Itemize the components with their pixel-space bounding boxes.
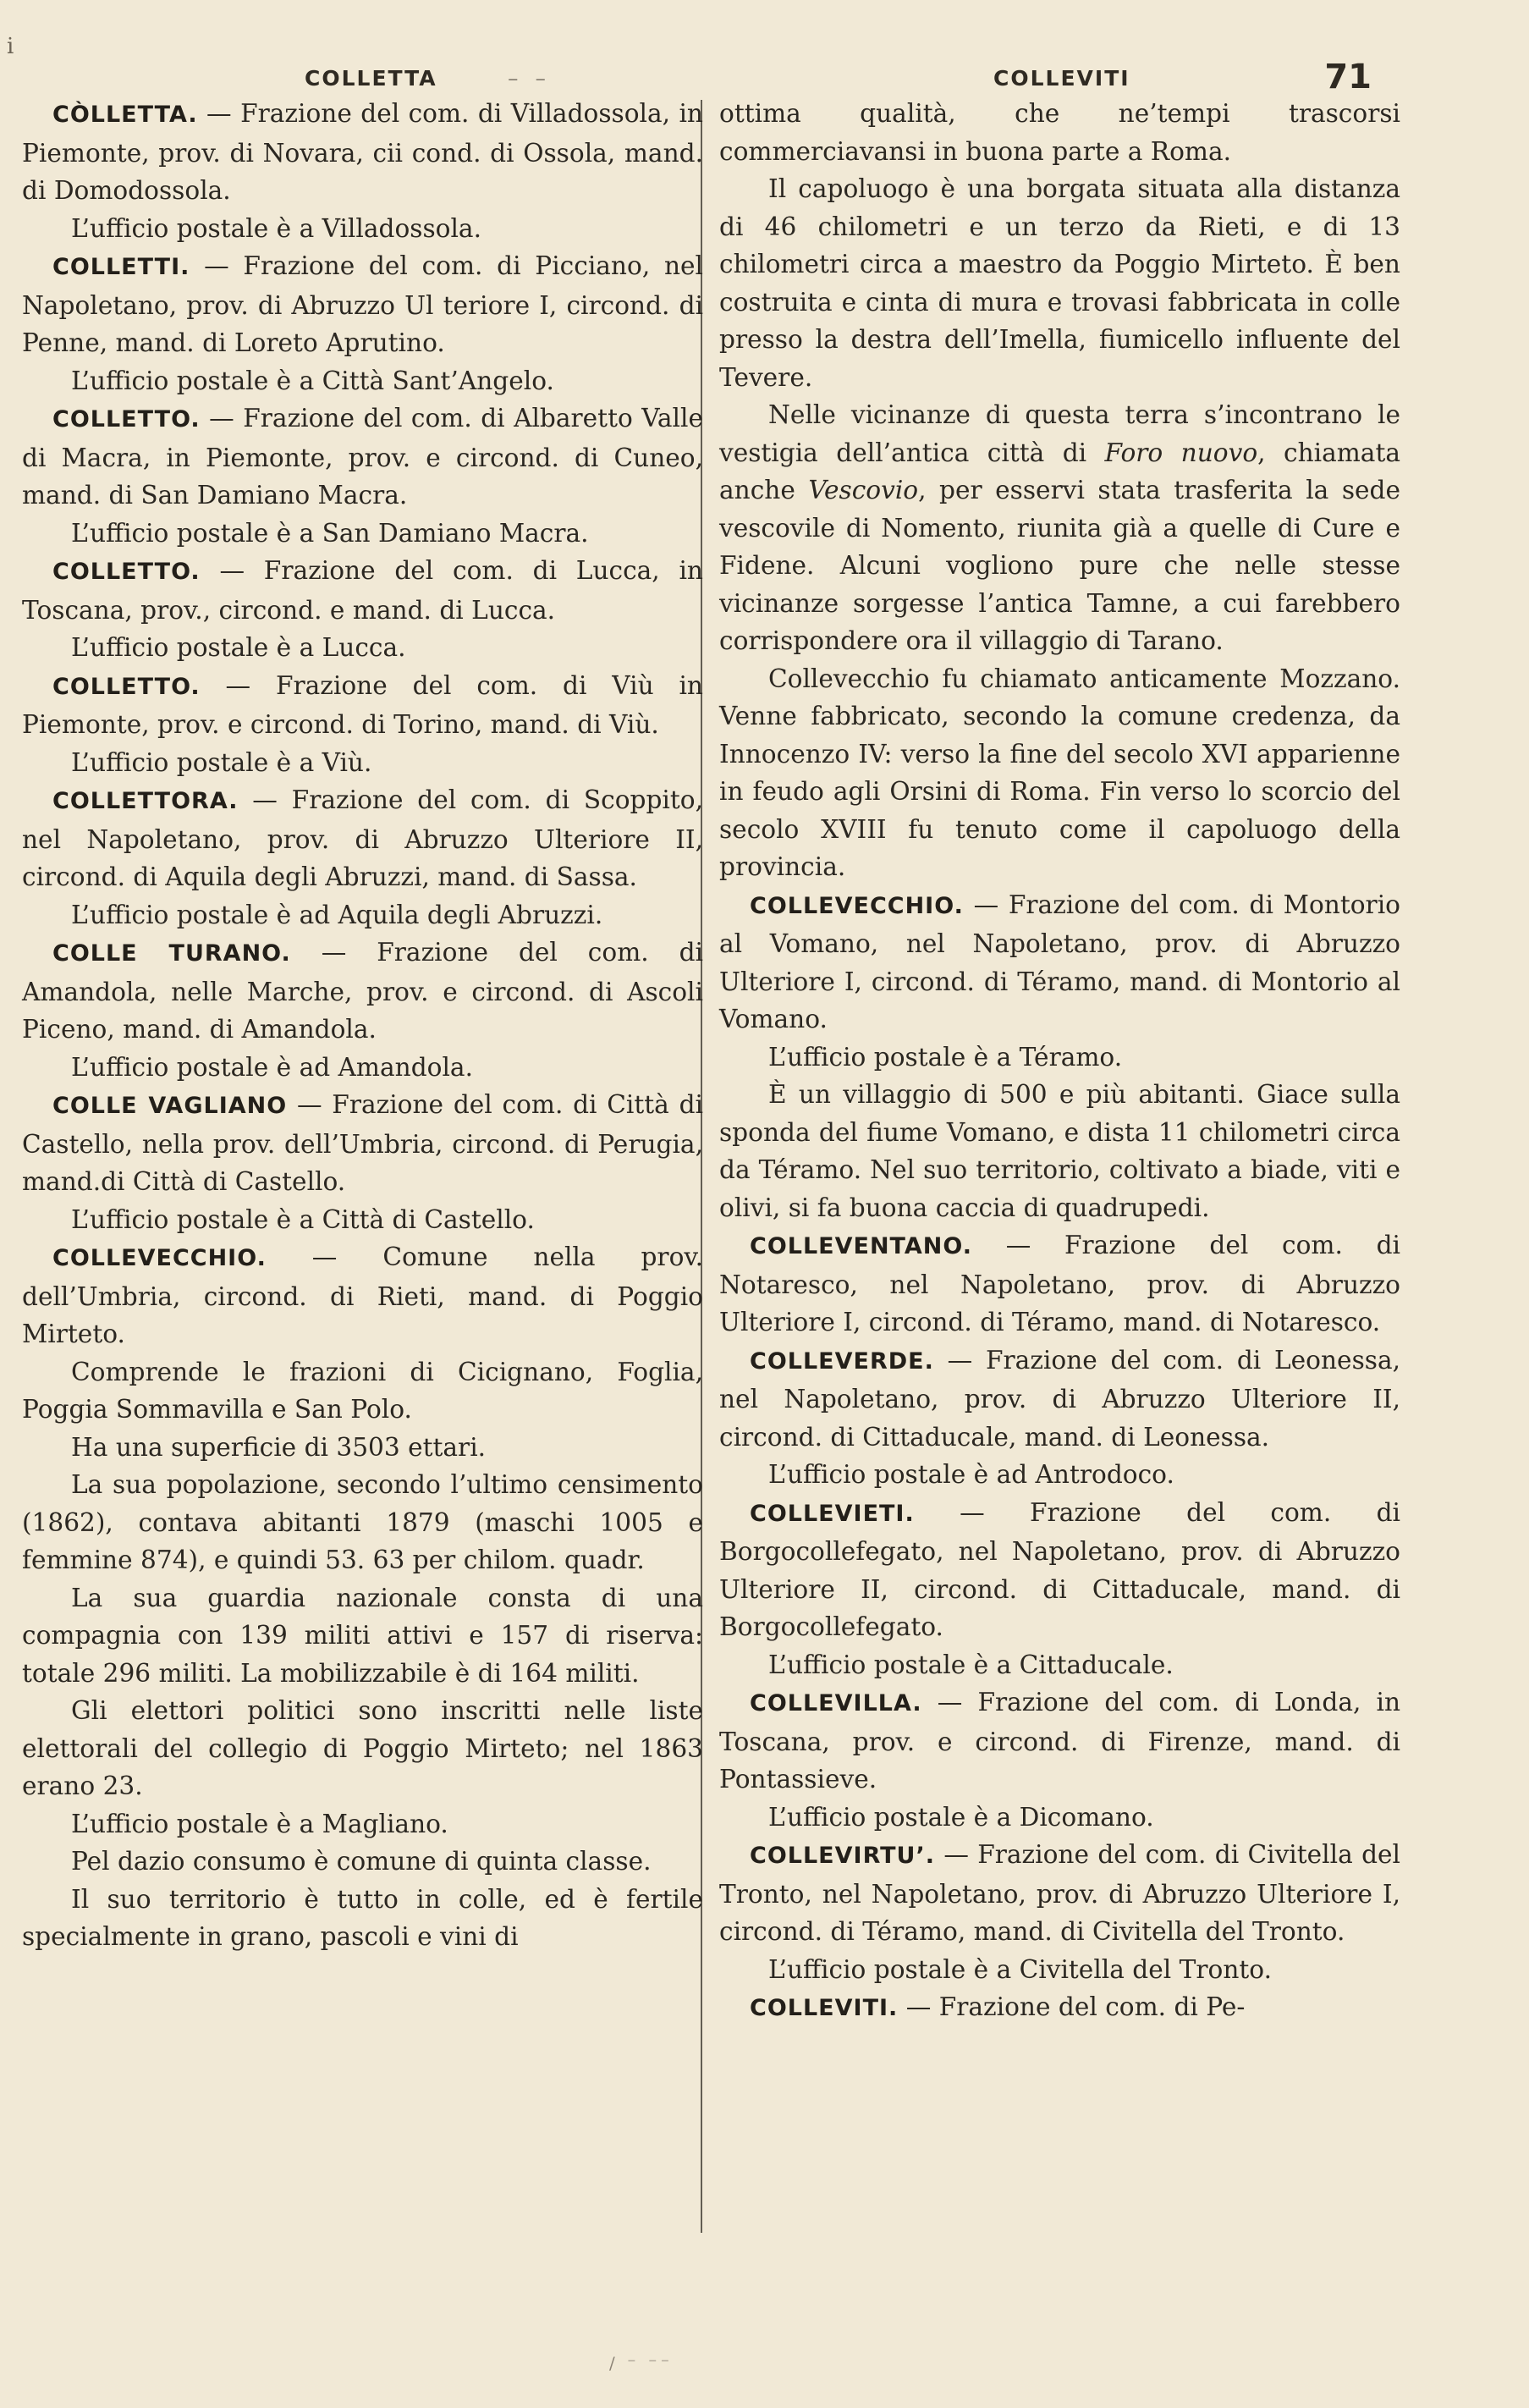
left-column	[22, 95, 703, 1956]
entry-paragraph: L’ufficio postale è a Dicomano.	[768, 1802, 1154, 1832]
entry-paragraph: L’ufficio postale è ad Antrodoco.	[768, 1460, 1174, 1489]
entry-paragraph: La sua guardia nazionale consta di una compagnia con 139 militi attivi e 157 di riserva: totale 296 militi. La mobilizzabile è di 164 militi.	[22, 1583, 703, 1688]
entry-paragraph: L’ufficio postale è a San Damiano Macra.	[71, 518, 589, 548]
entry-collevirtu	[719, 1836, 1400, 1951]
entry-collevecchio-frazione	[719, 886, 1400, 1039]
text-run: , chiamata anche	[719, 438, 1400, 504]
italic-place-name: Vescovio	[808, 476, 919, 504]
entry-headword: COLLETTORA.	[52, 788, 239, 814]
entry-paragraph: Comprende le frazioni di Cicignano, Foglia, Poggia Sommavilla e San Polo.	[22, 1357, 703, 1424]
entry-text: — Comune nella prov. dell’Umbria, circond. di Rieti, mand. di Poggio Mirteto.	[22, 1243, 703, 1348]
entry-colletto-lucca	[22, 552, 703, 629]
italic-place-name: Foro nuovo	[1104, 438, 1258, 467]
entry-text: — Frazione del com. di Villadossola, in Piemonte, prov. di Novara, cii cond. di Ossola, mand. di Domodossola.	[22, 99, 703, 205]
entry-paragraph: L’ufficio postale è ad Aquila degli Abruzzi.	[71, 900, 603, 929]
text-run: Nelle vicinanze di questa terra s’incontrano le vestigia dell’antica città di	[719, 400, 1400, 467]
footer-mark: / ⁻ ⁻⁻	[609, 2353, 674, 2373]
entry-colleviti	[719, 1988, 1400, 2028]
right-column	[719, 95, 1400, 2028]
entry-paragraph: Ha una superficie di 3503 ettari.	[71, 1432, 487, 1462]
entry-text: — Frazione del com. di Picciano, nel Napoletano, prov. di Abruzzo Ul teriore I, circond. di Penne, mand. di Loreto Aprutino.	[22, 251, 703, 357]
entry-headword: COLLEVITI.	[750, 1995, 899, 2021]
entry-headword: COLLEVECCHIO.	[750, 892, 964, 919]
entry-colleverde	[719, 1342, 1400, 1457]
entry-text: — Frazione del com. di Notaresco, nel Napoletano, prov. di Abruzzo Ulteriore I, circond. di Téramo, mand. di Notaresco.	[719, 1231, 1400, 1336]
continued-paragraph: ottima qualità, che ne’tempi trascorsi commerciavansi in buona parte a Roma.	[719, 99, 1400, 166]
entry-colletto-viu	[22, 667, 703, 744]
entry-collevilla	[719, 1683, 1400, 1799]
entry-collevieti	[719, 1494, 1400, 1646]
entry-colle-turano	[22, 934, 703, 1049]
entry-colle-vagliano	[22, 1086, 703, 1201]
entry-paragraph: La sua popolazione, secondo l’ultimo censimento (1862), contava abitanti 1879 (maschi 1005 e femmine 874), e quindi 53. 63 per chilom. quadr.	[22, 1470, 703, 1574]
entry-paragraph: L’ufficio postale è a Città di Castello.	[71, 1204, 535, 1234]
entry-paragraph: L’ufficio postale è a Villadossola.	[71, 213, 481, 243]
entry-paragraph: L’ufficio postale è ad Amandola.	[71, 1052, 473, 1082]
entry-headword: CÒLLETTA.	[52, 102, 198, 128]
entry-paragraph	[719, 396, 1400, 660]
entry-text: — Frazione del com. di Amandola, nelle Marche, prov. e circond. di Ascoli Piceno, mand. di Amandola.	[22, 938, 704, 1044]
entry-paragraph: Gli elettori politici sono inscritti nelle liste elettorali del collegio di Poggio Mirteto; nel 1863 erano 23.	[22, 1696, 703, 1800]
entry-paragraph: L’ufficio postale è a Cittaducale.	[768, 1650, 1174, 1679]
entry-paragraph: L’ufficio postale è a Lucca.	[71, 633, 406, 662]
entry-colleventano	[719, 1226, 1400, 1342]
entry-headword: COLLEVENTANO.	[750, 1233, 972, 1259]
running-head-dash: – –	[508, 66, 551, 91]
entry-paragraph: Il suo territorio è tutto in colle, ed è fertile specialmente in grano, pascoli e vini di	[22, 1884, 703, 1951]
entry-colletti	[22, 247, 703, 362]
entry-paragraph: L’ufficio postale è a Viù.	[71, 747, 372, 777]
entry-text: — Frazione del com. di Città di Castello, nella prov. dell’Umbria, circond. di Perugia, mand.di Città di Castello.	[22, 1090, 703, 1196]
entry-headword: COLLETTO.	[52, 559, 201, 585]
entry-text: — Frazione del com. di Lucca, in Toscana, prov., circond. e mand. di Lucca.	[22, 556, 703, 625]
entry-collettora	[22, 781, 703, 896]
corner-mark: i	[7, 34, 14, 59]
left-running-head: COLLETTA	[305, 66, 437, 91]
entry-collevecchio-comune	[22, 1238, 703, 1353]
entry-headword: COLLETTO.	[52, 673, 201, 700]
entry-paragraph: Il capoluogo è una borgata situata alla distanza di 46 chilometri e un terzo da Rieti, e di 13 chilometri circa a maestro da Poggio Mirteto. È ben costruita e cinta di mura e trovasi fabbricata in colle presso la destra dell’Imella, fiumicello influente del Tevere.	[719, 174, 1400, 392]
entry-paragraph: L’ufficio postale è a Magliano.	[71, 1809, 448, 1838]
entry-paragraph: È un villaggio di 500 e più abitanti. Giace sulla sponda del fiume Vomano, e dista 11 chilometri circa da Téramo. Nel suo territorio, coltivato a biade, viti e olivi, si fa buona caccia di quadrupedi.	[719, 1080, 1400, 1222]
entry-colletto-albaretto	[22, 399, 703, 515]
entry-paragraph: Collevecchio fu chiamato anticamente Mozzano. Venne fabbricato, secondo la comune credenza, da Innocenzo IV: verso la fine del secolo XVI apparienne in feudo agli Orsini di Roma. Fin verso lo scorcio del secolo XVIII fu tenuto come il capoluogo della provincia.	[719, 664, 1400, 881]
entry-text: — Frazione del com. di Montorio al Vomano, nel Napoletano, prov. di Abruzzo Ulteriore I, circond. di Téramo, mand. di Montorio al Vomano.	[719, 890, 1400, 1033]
entry-text: — Frazione del com. di Scoppito, nel Napoletano, prov. di Abruzzo Ulteriore II, circond. di Aquila degli Abruzzi, mand. di Sassa.	[22, 785, 703, 891]
entry-paragraph: Pel dazio consumo è comune di quinta classe.	[71, 1847, 652, 1876]
entry-headword: COLLE TURANO.	[52, 940, 291, 967]
page-number: 71	[1324, 58, 1372, 96]
entry-text: — Frazione del com. di Borgocollefegato, nel Napoletano, prov. di Abruzzo Ulteriore II, circond. di Cittaducale, mand. di Borgocollefegato.	[719, 1497, 1400, 1641]
entry-colletta	[22, 95, 703, 210]
entry-text: — Frazione del com. di Albaretto Valle di Macra, in Piemonte, prov. e circond. di Cuneo, mand. di San Damiano Macra.	[22, 404, 703, 510]
entry-paragraph: L’ufficio postale è a Città Sant’Angelo.	[71, 366, 554, 395]
entry-headword: COLLETTI.	[52, 254, 190, 280]
entry-text: — Frazione del com. di Leonessa, nel Napoletano, prov. di Abruzzo Ulteriore II, circond. di Cittaducale, mand. di Leonessa.	[719, 1345, 1400, 1452]
entry-paragraph: L’ufficio postale è a Téramo.	[768, 1042, 1123, 1072]
entry-paragraph: L’ufficio postale è a Civitella del Tronto.	[768, 1954, 1272, 1984]
right-running-head: COLLEVITI	[993, 66, 1130, 91]
entry-text: — Frazione del com. di Londa, in Toscana, prov. e circond. di Firenze, mand. di Pontassieve.	[719, 1688, 1400, 1794]
text-run: , per esservi stata trasferita la sede vescovile di Nomento, riunita già a quelle di Cure e Fidene. Alcuni vogliono pure che nelle stesse vicinanze sorgesse l’antica Tamne, a cui farebbero corrispondere ora il villaggio di Tarano.	[719, 476, 1400, 655]
entry-text: — Frazione del com. di Civitella del Tronto, nel Napoletano, prov. di Abruzzo Ulteriore I, circond. di Téramo, mand. di Civitella del Tronto.	[719, 1840, 1400, 1946]
entry-text: — Frazione del com. di Pe-	[898, 1992, 1246, 2021]
entry-headword: COLLEVIETI.	[750, 1500, 915, 1527]
entry-headword: COLLEVERDE.	[750, 1347, 934, 1375]
entry-headword: COLLEVILLA.	[750, 1690, 922, 1716]
entry-headword: COLLETTO.	[52, 406, 201, 433]
entry-headword: COLLEVECCHIO.	[52, 1245, 267, 1271]
entry-headword: COLLE VAGLIANO	[52, 1093, 288, 1119]
entry-text: — Frazione del com. di Viù in Piemonte, prov. e circond. di Torino, mand. di Viù.	[22, 670, 703, 739]
entry-headword: COLLEVIRTU’.	[750, 1843, 935, 1869]
